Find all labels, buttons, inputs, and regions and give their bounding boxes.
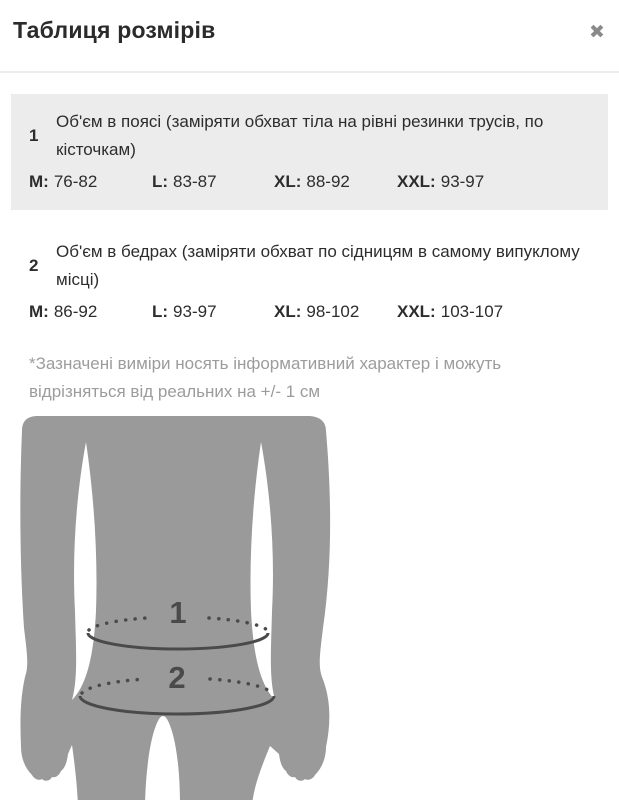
size-cell-m: M: 86-92 [29, 302, 98, 321]
size-cell-l: L: 93-97 [152, 302, 217, 321]
row-description: Об'єм в поясі (заміряти обхват тіла на рівні резинки трусів, по кісточкам) [56, 112, 544, 159]
row-number: 1 [29, 126, 39, 145]
size-cell-m: M: 76-82 [29, 172, 98, 191]
hip-measure-label: 2 [168, 660, 186, 695]
measurement-disclaimer: *Зазначені виміри носять інформативний характер і можуть відрізняться від реальних на +/- 1 см [29, 354, 502, 401]
row-number: 2 [29, 256, 39, 275]
close-icon[interactable]: ✖ [581, 16, 613, 48]
size-cell-xl: XL: 98-102 [274, 302, 360, 321]
size-cell-l: L: 83-87 [152, 172, 217, 191]
size-row-hips [11, 224, 608, 340]
page-title: Таблиця розмірів [13, 17, 216, 43]
row-description: Об'єм в бедрах (заміряти обхват по сідницям в самому випуклому місці) [56, 242, 580, 289]
size-row-waist [11, 94, 608, 210]
size-cell-xl: XL: 88-92 [274, 172, 350, 191]
size-cell-xxl: XXL: 93-97 [397, 172, 485, 191]
modal-header [0, 0, 619, 73]
sizes-row [29, 298, 590, 326]
sizes-row [29, 168, 590, 196]
waist-measure-label: 1 [169, 595, 187, 630]
body-measurement-figure [20, 416, 356, 800]
size-cell-xxl: XXL: 103-107 [397, 302, 504, 321]
